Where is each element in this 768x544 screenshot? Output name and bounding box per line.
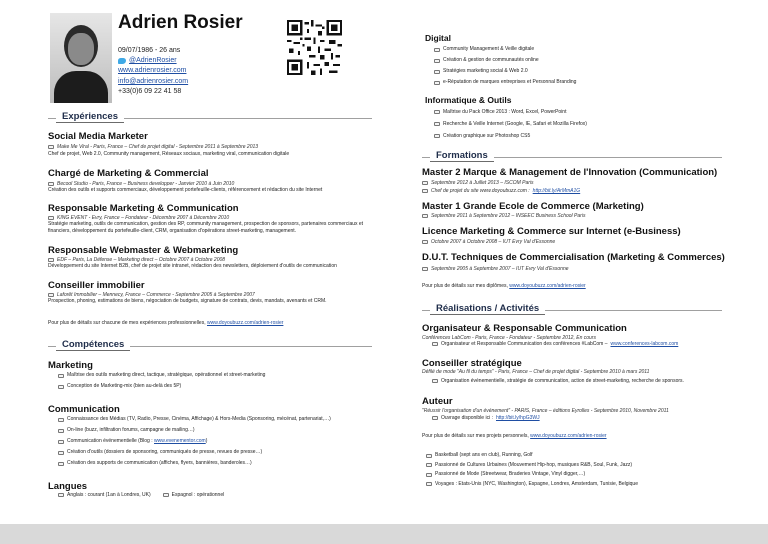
list-item: Création & gestion de communautés online [434, 55, 576, 66]
formation-link[interactable]: http://bit.ly/ArMmA1G [532, 188, 581, 194]
bullet-icon [58, 440, 64, 444]
bullet-icon [422, 189, 428, 193]
twitter-icon [118, 58, 126, 64]
project-meta: Conférences LabCom - Paris, France - Fondateur - Septembre 2012, En cours [422, 335, 596, 341]
language-list [58, 492, 224, 498]
job-meta: EDF – Paris, La Défense – Marketing direct – Octobre 2007 à Octobre 2008 [48, 257, 225, 263]
bullet-icon [426, 473, 432, 477]
list-item: Passionné de Mode (Streetwear, Braderies Vintage, Vinyl digger,…) [426, 470, 638, 480]
doyoubuzz-link[interactable]: www.doyoubuzz.com/adrien-rosier [530, 433, 607, 439]
project-detail [432, 378, 684, 384]
interests-list [426, 451, 638, 489]
list-item: Organisateur et Responsable Communication des conférences #LabCom – www.conferences-labcom.com [432, 341, 678, 347]
section-title-competences: Compétences [56, 339, 130, 351]
skill-group-title: Marketing [48, 360, 93, 371]
bullet-icon [434, 59, 440, 63]
list-item: Recherche & Veille Internet (Google, IE, Safari et Mozilla Firefox) [434, 118, 587, 130]
qr-code [287, 20, 342, 75]
bullet-icon [434, 122, 440, 126]
formations-more: Pour plus de détails sur mes diplômes, www.doyoubuzz.com/adrien-rosier [422, 283, 586, 289]
book-link[interactable]: http://bit.ly/hpG3WJ [495, 415, 540, 421]
bullet-icon [58, 418, 64, 422]
bullet-icon [58, 374, 64, 378]
section-title-digital: Digital [425, 33, 451, 43]
job-title: Chargé de Marketing & Commercial [48, 168, 209, 179]
bullet-icon [434, 48, 440, 52]
bullet-icon [58, 429, 64, 433]
project-meta: Défilé de mode "Au fil du temps" - Paris, France – Chef de projet digital - Septembre 2010 à mars 2011 [422, 369, 650, 375]
job-description: Stratégie marketing, outils de communication, gestion des RP, community management, prospection de sponsors, partenaires commerciaux et financiers, développement du portefeuille-client, CRM, organisation d'opérations street-marketing, management. [48, 221, 364, 235]
list-item: Anglais : courant (1an à Londres, UK) Espagnol : opérationnel [58, 492, 224, 498]
job-meta: Laforêt Immobilier – Mennecy, France – Commerce - Septembre 2005 à Septembre 2007 [48, 292, 255, 298]
list-item: Création graphique sur Photoshop CS5 [434, 130, 587, 142]
twitter-link[interactable]: @AdrienRosier [129, 57, 177, 65]
evenementor-link[interactable]: www.evenementor.com [154, 438, 206, 444]
formation-meta: Octobre 2007 à Octobre 2008 – IUT Evry Val d'Essonne [422, 239, 555, 245]
birth-date: 09/07/1986 - 26 ans [118, 47, 181, 54]
project-detail [432, 415, 540, 421]
doyoubuzz-link[interactable]: www.doyoubuzz.com/adrien-rosier [206, 320, 284, 326]
bullet-icon [432, 379, 438, 383]
bullet-icon [48, 145, 54, 149]
bullet-icon [58, 493, 64, 497]
formation-title: Master 2 Marque & Management de l'Innovation (Communication) [422, 167, 718, 178]
bullet-icon [434, 110, 440, 114]
experiences-more: Pour plus de détails sur chacune de mes expériences professionnelles, www.doyoubuzz.com/adrien-rosier [48, 320, 284, 326]
formation-meta: Chef de projet du site www.doyoubuzz.com : http://bit.ly/ArMmA1G [422, 188, 580, 194]
job-title: Responsable Webmaster & Webmarketing [48, 245, 239, 256]
list-item: Community Management & Veille digitale [434, 44, 576, 55]
formation-title: D.U.T. Techniques de Commercialisation (Marketing & Commerces) [422, 252, 725, 263]
section-title-informatique: Informatique & Outils [425, 95, 512, 105]
phone-number: +33(0)6 09 22 41 58 [118, 87, 182, 95]
profile-photo [50, 13, 112, 103]
bullet-icon [48, 216, 54, 220]
section-title-experiences: Expériences [56, 111, 124, 123]
bullet-icon [422, 214, 428, 218]
informatique-list [434, 106, 587, 142]
job-title: Responsable Marketing & Communication [48, 203, 239, 214]
skill-group-title: Communication [48, 404, 120, 415]
list-item: Maîtrise du Pack Office 2013 : Word, Excel, PowerPoint [434, 106, 587, 118]
job-title: Conseiller immobilier [48, 280, 145, 291]
project-title: Auteur [422, 396, 453, 407]
bullet-icon [58, 451, 64, 455]
bullet-icon [434, 134, 440, 138]
list-item: On-line (buzz, infiltration forums, campagne de mailing…) [58, 425, 331, 436]
list-item: Connaissance des Médias (TV, Radio, Presse, Cinéma, Affichage) & Hors-Media (Sponsoring, mécénat, partenariat,…) [58, 414, 331, 425]
bullet-icon [426, 454, 432, 458]
formation-title: Licence Marketing & Commerce sur Internet (e-Business) [422, 226, 681, 237]
job-description: Création des outils et supports commerciaux, développement portefeuille-clients, référencement et rédaction du site Internet [48, 187, 323, 193]
job-description: Chef de projet, Web 2.0, Community management, Réseaux sociaux, marketing viral, communication digitale [48, 151, 290, 157]
list-item: Conception de Marketing-mix (bien au-delà des 5P) [58, 381, 265, 392]
job-title: Social Media Marketer [48, 131, 148, 142]
bullet-icon [426, 482, 432, 486]
bullet-icon [434, 70, 440, 74]
skill-list [58, 414, 331, 469]
bullet-icon [58, 462, 64, 466]
list-item: Communication événementielle (Blog : www.evenementor.com) [58, 436, 331, 447]
skill-group-title: Langues [48, 481, 88, 492]
job-meta: Becool Studio - Paris, France – Business developper - Janvier 2010 à Juin 2010 [48, 181, 234, 187]
email-link[interactable]: info@adrienrosier.com [118, 77, 189, 85]
section-title-realisations: Réalisations / Activités [430, 303, 545, 315]
bullet-icon [426, 463, 432, 467]
list-item: Voyages : Etats-Unis (NYC, Washington), Espagne, Londres, Amsterdam, Tunisie, Belgique [426, 480, 638, 490]
bullet-icon [434, 81, 440, 85]
formation-meta: Septembre 2012 à Juillet 2013 – ISCOM Paris [422, 180, 534, 186]
doyoubuzz-link[interactable]: www.doyoubuzz.com/adrien-rosier [509, 283, 586, 289]
formation-title: Master 1 Grande Ecole de Commerce (Marketing) [422, 201, 644, 212]
bullet-icon [432, 416, 438, 420]
job-description: Développement du site Internet B2B, chef de projet site intranet, rédaction des newsletters, déploiement d'outils de communication [48, 263, 337, 269]
list-item: Création des supports de communication (affiches, flyers, bannières, banderoles…) [58, 458, 331, 469]
job-description: Prospection, phoning, estimations de biens, négociation de budgets, signature de contrats, devis, mandats, avenants et CRM. [48, 298, 327, 304]
section-title-formations: Formations [430, 150, 494, 162]
project-detail [432, 341, 678, 347]
bullet-icon [48, 182, 54, 186]
project-title: Conseiller stratégique [422, 358, 522, 369]
realisations-more: Pour plus de détails sur mes projets personnels, www.doyoubuzz.com/adrien-rosier [422, 433, 607, 439]
list-item: Maîtrise des outils marketing direct, tactique, stratégique, opérationnel et street-marketing [58, 370, 265, 381]
formation-meta: Septembre 2005 à Septembre 2007 – IUT Evry Val d'Essonne [422, 266, 569, 272]
website-link[interactable]: www.adrienrosier.com [118, 67, 187, 75]
formation-meta: Septembre 2011 à Septembre 2012 – INSEEC Business School Paris [422, 213, 585, 219]
candidate-name: Adrien Rosier [118, 12, 243, 33]
digital-list [434, 44, 576, 88]
labcom-link[interactable]: www.conferences-labcom.com [610, 341, 679, 347]
list-item: Ouvrage disponible ici : http://bit.ly/hpG3WJ [432, 415, 540, 421]
job-meta: KING EVENT - Evry, France – Fondateur - Décembre 2007 à Décembre 2010 [48, 215, 229, 221]
list-item: Création d'outils (dossiers de sponsoring, communiqués de presse, revues de presse…) [58, 447, 331, 458]
bullet-icon [48, 293, 54, 297]
bullet-icon [422, 181, 428, 185]
bullet-icon [422, 240, 428, 244]
list-item: Basketball (sept ans en club), Running, Golf [426, 451, 638, 461]
contact-info [118, 46, 188, 97]
page-footer-bar [0, 524, 768, 544]
list-item: Organisation événementielle, stratégie de communication, action de street-marketing, recherche de sponsors. [432, 378, 684, 384]
bullet-icon [163, 493, 169, 497]
bullet-icon [58, 385, 64, 389]
bullet-icon [48, 258, 54, 262]
job-meta: Make Me Viral - Paris, France – Chef de projet digital - Septembre 2011 à Septembre 2013 [48, 144, 258, 150]
bullet-icon [432, 342, 438, 346]
skill-list [58, 370, 265, 392]
list-item: Passionné de Cultures Urbaines (Mouvement Hip-hop, musiques R&B, Soul, Funk, Jazz) [426, 461, 638, 471]
project-title: Organisateur & Responsable Communication [422, 323, 627, 334]
list-item: Stratégies marketing social & Web 2.0 [434, 66, 576, 77]
project-meta: "Réussir l'organisation d'un événement" - PARIS, France – éditions Eyrolles - Septembre 2010, Novembre 2011 [422, 408, 669, 414]
bullet-icon [422, 267, 428, 271]
list-item: e-Réputation de marques entreprises et Personnal Branding [434, 77, 576, 88]
